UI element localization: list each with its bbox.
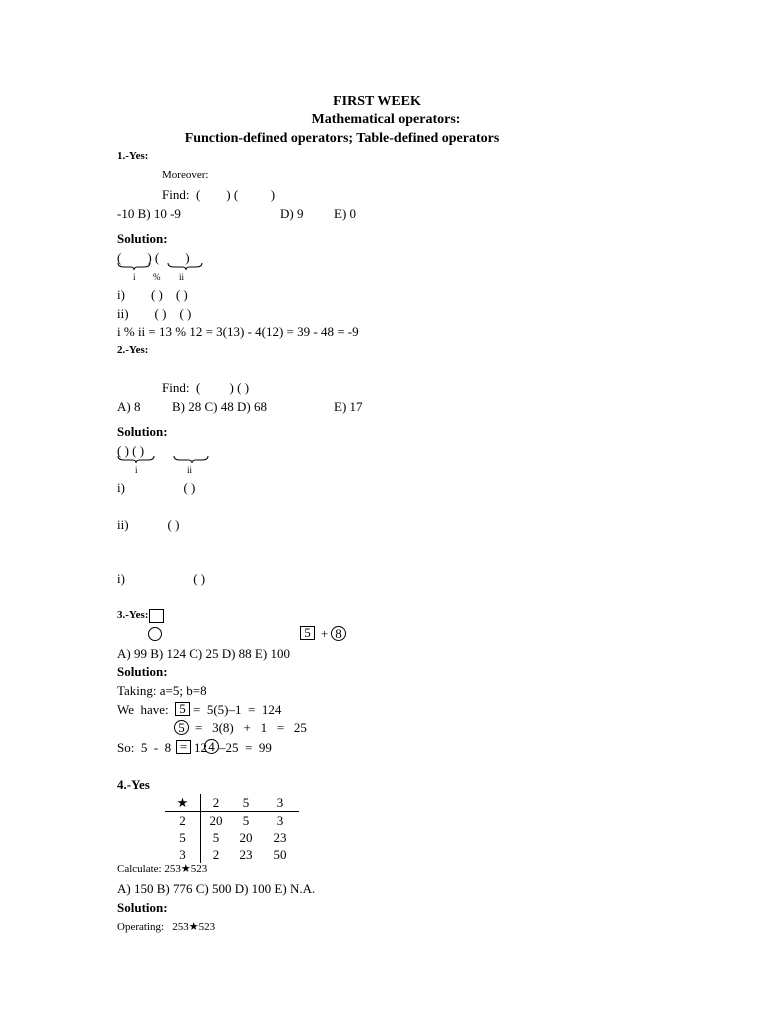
- table-cell: 23: [273, 829, 287, 845]
- circled-four: 4: [204, 739, 219, 754]
- plus-sign: +: [321, 626, 329, 641]
- row-label: 2: [165, 812, 201, 830]
- row-label: 3: [165, 846, 201, 863]
- table-cell: 20: [209, 812, 223, 828]
- we-have-label: We have:: [117, 702, 169, 717]
- circled-five: 5: [174, 720, 189, 735]
- moreover-label: Moreover:: [162, 169, 209, 181]
- table-cell: 5: [242, 812, 250, 828]
- circled-eight: 8: [331, 626, 346, 641]
- solution-heading-3: Solution:: [117, 664, 168, 679]
- page-title: FIRST WEEK: [333, 94, 421, 109]
- table-cell: 2: [212, 846, 220, 862]
- brace-label-percent: %: [153, 272, 161, 282]
- table-row: [165, 812, 299, 830]
- table-cell: 50: [273, 846, 287, 862]
- table-header-cell: 5: [231, 794, 261, 812]
- find-expression-2: Find: ( ) ( ): [162, 380, 250, 395]
- problem-3-heading: 3.-Yes:: [117, 609, 149, 621]
- calculate-line: Calculate: 253★523: [117, 863, 208, 875]
- operation-table: [165, 794, 299, 863]
- answer-option-e: E) 17: [334, 399, 363, 414]
- table-header-cell: 2: [201, 794, 232, 812]
- so-result: –25 = 99: [219, 740, 272, 755]
- so-label: So: 5 - 8: [117, 740, 172, 755]
- boxed-eq: =: [176, 740, 191, 754]
- brace-label-i: i: [133, 272, 136, 282]
- problem-4-heading: 4.-Yes: [117, 777, 150, 792]
- step-i-3: i) ( ): [117, 571, 206, 586]
- table-header-row: [165, 794, 299, 812]
- table-cell: 5: [212, 829, 220, 845]
- step-i-2: i) ( ): [117, 480, 196, 495]
- table-row: [165, 829, 299, 846]
- page-subtitle: Mathematical operators:: [311, 112, 461, 127]
- we-have-expression: = 5(5)–1 = 124: [193, 702, 282, 717]
- answer-option-a: A) 8: [117, 399, 141, 414]
- table-header-cell: 3: [261, 794, 299, 812]
- underbrace-icon: [116, 261, 206, 271]
- problem-1-heading: 1.-Yes:: [117, 150, 149, 162]
- boxed-five: 5: [300, 626, 315, 640]
- table-cell: 3: [276, 812, 284, 828]
- find-expression: Find: ( ) ( ): [162, 187, 276, 202]
- square-operator-icon: [149, 609, 164, 623]
- solution-heading: Solution:: [117, 231, 168, 246]
- operator-symbol: ★: [165, 794, 201, 812]
- solution-heading-2: Solution:: [117, 424, 168, 439]
- brace-expression-2: ( ) ( ): [117, 443, 145, 458]
- circle-expression: = 3(8) + 1 = 25: [195, 720, 307, 735]
- brace-label-ii: ii: [179, 272, 185, 282]
- answer-options-a-c: -10 B) 10 -9: [117, 206, 181, 221]
- answer-option-d: D) 9: [280, 206, 304, 221]
- solution-heading-4: Solution:: [117, 900, 168, 915]
- answer-options-4: A) 150 B) 776 C) 500 D) 100 E) N.A.: [117, 881, 316, 896]
- operating-line: Operating: 253★523: [117, 921, 216, 933]
- underbrace-icon: [116, 454, 212, 464]
- row-label: 5: [165, 829, 201, 846]
- result-line: i % ii = 13 % 12 = 3(13) - 4(12) = 39 - 48 = -9: [117, 324, 359, 339]
- table-cell: 20: [239, 829, 253, 845]
- step-i: i) ( ) ( ): [117, 287, 188, 302]
- circle-operator-icon: [148, 627, 162, 641]
- answer-options-b-d: B) 28 C) 48 D) 68: [172, 399, 267, 414]
- brace-expression: ( ) ( ): [117, 250, 190, 265]
- step-ii: ii) ( ) ( ): [117, 306, 192, 321]
- so-value: 12: [194, 740, 207, 755]
- step-ii-2: ii) ( ): [117, 517, 180, 532]
- brace-label-ii: ii: [187, 465, 193, 475]
- brace-label-i: i: [135, 465, 138, 475]
- answer-options-3: A) 99 B) 124 C) 25 D) 88 E) 100: [117, 646, 290, 661]
- taking-line: Taking: a=5; b=8: [117, 683, 207, 698]
- page-subtitle-2: Function-defined operators; Table-defined operators: [184, 131, 500, 146]
- table-cell: 23: [239, 846, 253, 862]
- problem-2-heading: 2.-Yes:: [117, 344, 149, 356]
- boxed-five: 5: [175, 702, 190, 716]
- table-row: [165, 846, 299, 863]
- answer-option-e: E) 0: [334, 206, 357, 221]
